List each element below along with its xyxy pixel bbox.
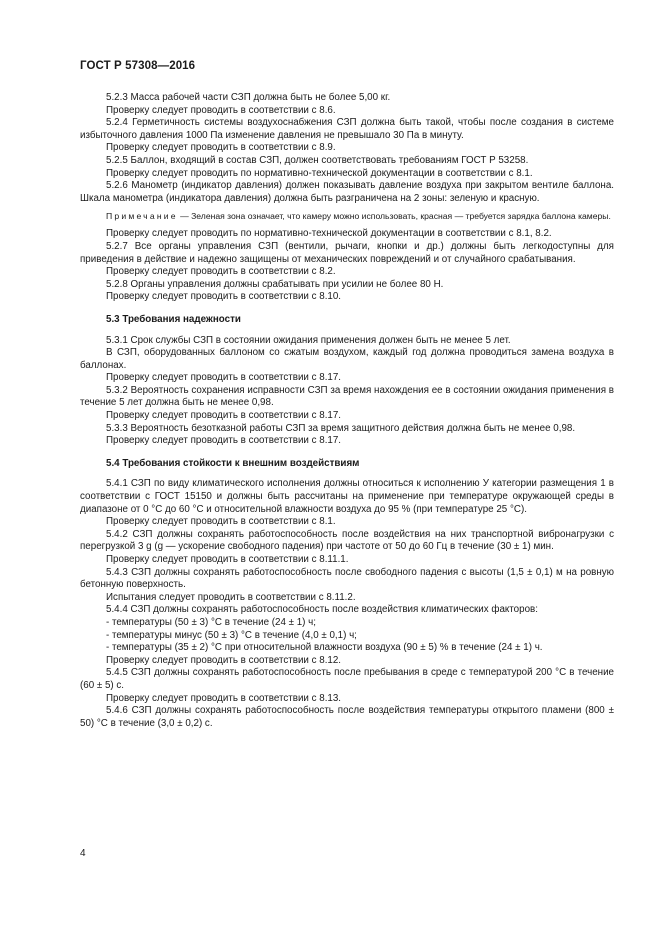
clause-text: В СЗП, оборудованных баллоном со сжатым воздухом, каждый год должна проводиться замена воздуха в баллонах. [80, 347, 614, 371]
verification-text: Проверку следует проводить по нормативно-технической документации в соответствии с 8.1. [106, 167, 533, 179]
verification-text: Проверку следует проводить в соответствии с 8.13. [106, 692, 342, 704]
verification-text: Проверку следует проводить в соответствии с 8.9. [106, 142, 336, 154]
clause-5-2-8: 5.2.8 Органы управления должны срабатывать при усилии не более 80 Н. [106, 278, 444, 290]
verification-text: Проверку следует проводить в соответствии с 8.12. [106, 654, 342, 666]
clause-5-3-2: 5.3.2 Вероятность сохранения исправности СЗП за время нахождения ее в состоянии ожидания применения в течение 5 лет должна быть не менее 0,98. [80, 384, 614, 409]
clause-5-2-7: 5.2.7 Все органы управления СЗП (вентили, рычаги, кнопки и др.) должны быть легкодоступны для приведения в действие и надежно защищены от механических повреждений и от случайного срабатывания. [80, 240, 614, 265]
verification-text: Проверку следует проводить в соответствии с 8.17. [106, 435, 342, 447]
verification-text: Проверку следует проводить в соответствии с 8.17. [106, 410, 342, 422]
document-body [80, 92, 614, 730]
list-item: - температуры минус (50 ± 3) °С в течение (4,0 ± 0,1) ч; [106, 629, 357, 641]
section-5-4-title: 5.4 Требования стойкости к внешним воздействиям [106, 457, 360, 469]
clause-5-4-3: 5.4.3 СЗП должны сохранять работоспособность после свободного падения с высоты (1,5 ± 0,1) м на ровную бетонную поверхность. [80, 566, 614, 591]
clause-5-2-6: 5.2.6 Манометр (индикатор давления) должен показывать давление воздуха при закрытом вентиле баллона. Шкала манометра (индикатора давления) должна быть разграничена на 2 зоны: зеленую и красную. [80, 180, 614, 204]
section-5-3-title: 5.3 Требования надежности [106, 313, 241, 325]
note-label: Примечание [106, 211, 178, 222]
clause-5-2-3: 5.2.3 Масса рабочей части СЗП должна быть не более 5,00 кг. [106, 92, 391, 103]
verification-text: Проверку следует проводить в соответствии с 8.6. [106, 104, 336, 116]
clause-5-4-4: 5.4.4 СЗП должны сохранять работоспособность после воздействия климатических факторов: [106, 604, 538, 616]
clause-5-2-4: 5.2.4 Герметичность системы воздухоснабжения СЗП должна быть такой, чтобы после создания в системе избыточного давления 1000 Па изменение давления не превышало 30 Па в минуту. [80, 117, 614, 141]
page-number: 4 [80, 848, 86, 859]
clause-5-4-2: 5.4.2 СЗП должны сохранять работоспособность после воздействия на них транспортной вибронагрузки с перегрузкой 3 g (g — ускорение свободного падения) при частоте от 50 до 60 Гц в течение (30 ± 1) мин. [80, 528, 614, 553]
list-item: - температуры (50 ± 3) °С в течение (24 ± 1) ч; [106, 616, 316, 628]
verification-text: Проверку следует проводить в соответствии с 8.10. [106, 291, 342, 303]
verification-text: Испытания следует проводить в соответствии с 8.11.2. [106, 591, 356, 603]
verification-text: Проверку следует проводить в соответствии с 8.1. [106, 516, 336, 528]
clause-5-4-5: 5.4.5 СЗП должны сохранять работоспособность после пребывания в среде с температурой 200 °С в течение (60 ± 5) с. [80, 667, 614, 691]
verification-text: Проверку следует проводить в соответствии с 8.17. [106, 372, 342, 384]
verification-text: Проверку следует проводить по нормативно-технической документации в соответствии с 8.1, 8.2. [106, 228, 552, 240]
clause-5-4-1: 5.4.1 СЗП по виду климатического исполнения должны относиться к исполнению У категории размещения 1 в соответствии с ГОСТ 15150 и должны быть рассчитаны на применение при температуре окружающей среды в диапазоне от 0 °С до 60 °С и относительной влажности воздуха до 95 % (при температуре 25 °С). [80, 478, 614, 515]
note-paragraph [80, 211, 614, 222]
clause-5-3-1: 5.3.1 Срок службы СЗП в состоянии ожидания применения должен быть не менее 5 лет. [106, 334, 511, 346]
standard-header: ГОСТ Р 57308—2016 [80, 60, 196, 72]
verification-text: Проверку следует проводить в соответствии с 8.11.1. [106, 554, 349, 565]
note-text: — Зеленая зона означает, что камеру можно использовать, красная — требуется зарядка баллона камеры. [177, 211, 611, 222]
clause-5-3-3: 5.3.3 Вероятность безотказной работы СЗП за время защитного действия должна быть не менее 0,98. [106, 422, 576, 434]
list-item: - температуры (35 ± 2) °С при относительной влажности воздуха (90 ± 5) % в течение (24 ± 1) ч. [106, 642, 543, 654]
clause-5-4-6: 5.4.6 СЗП должны сохранять работоспособность после воздействия температуры открытого пламени (800 ± 50) °С в течение (3,0 ± 0,2) с. [80, 705, 614, 729]
verification-text: Проверку следует проводить в соответствии с 8.2. [106, 266, 336, 278]
clause-5-2-5: 5.2.5 Баллон, входящий в состав СЗП, должен соответствовать требованиям ГОСТ Р 53258. [106, 154, 529, 166]
